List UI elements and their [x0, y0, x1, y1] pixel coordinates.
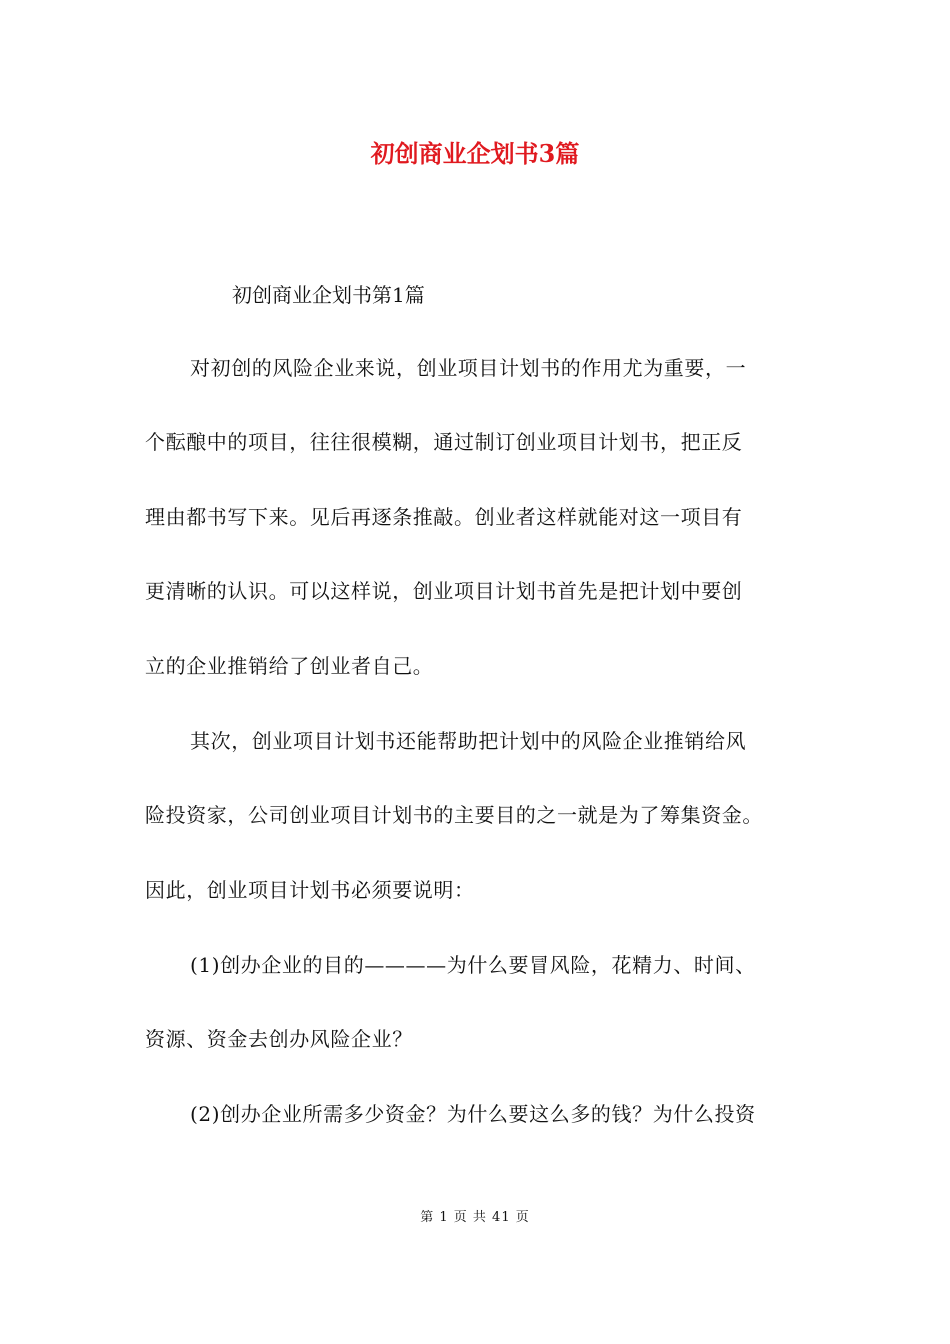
list-item-line: (1)创办企业的目的————为什么要冒风险，花精力、时间、 — [190, 953, 756, 977]
list-item-line: (2)创办企业所需多少资金？为什么要这么多的钱？为什么投资 — [190, 1102, 756, 1126]
paragraph-line: 对初创的风险企业来说，创业项目计划书的作用尤为重要，一 — [190, 356, 747, 380]
paragraph-line: 立的企业推销给了创业者自己。 — [145, 654, 434, 678]
paragraph-line: 更清晰的认识。可以这样说，创业项目计划书首先是把计划中要创 — [145, 579, 743, 603]
paragraph-line: 个酝酿中的项目，往往很模糊，通过制订创业项目计划书，把正反 — [145, 430, 743, 454]
list-item-line: 资源、资金去创办风险企业？ — [145, 1027, 413, 1051]
paragraph-line: 因此，创业项目计划书必须要说明： — [145, 878, 475, 902]
paragraph-line: 理由都书写下来。见后再逐条推敲。创业者这样就能对这一项目有 — [145, 505, 743, 529]
document-title: 初创商业企划书3篇 — [370, 139, 580, 168]
page-number: 第 1 页 共 41 页 — [420, 1210, 530, 1225]
paragraph-line: 险投资家，公司创业项目计划书的主要目的之一就是为了筹集资金。 — [145, 803, 763, 827]
section-heading: 初创商业企划书第1篇 — [232, 283, 425, 307]
paragraph-line: 其次，创业项目计划书还能帮助把计划中的风险企业推销给风 — [190, 729, 747, 753]
